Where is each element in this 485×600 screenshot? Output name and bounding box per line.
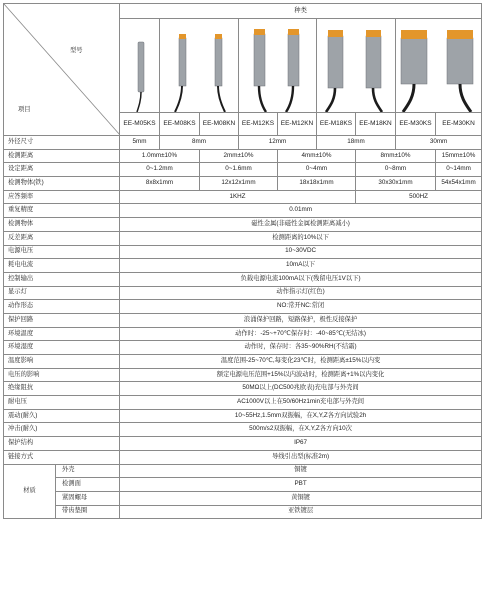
product-image-m05	[120, 19, 160, 113]
row-label: 震动(耐久)	[4, 409, 120, 423]
model-header-label: 型号	[70, 47, 83, 54]
material-sub-label: 外壳	[56, 464, 120, 478]
cell-value: 30x30x1mm	[356, 177, 436, 191]
row-label: 保护回路	[4, 313, 120, 327]
row-label: 外径尺寸	[4, 136, 120, 150]
table-row	[4, 163, 482, 177]
cell-value: 动作指示灯(红色)	[120, 286, 482, 300]
row-label: 重复精度	[4, 204, 120, 218]
model-name: EE-M30KN	[436, 113, 482, 136]
row-label: 设定距离	[4, 163, 120, 177]
cell-value: IP67	[120, 437, 482, 451]
row-label: 检测物体	[4, 218, 120, 232]
cell-value: 8mm	[160, 136, 239, 150]
cell-value: 1.0mm±10%	[120, 149, 200, 163]
row-label: 电压的影响	[4, 368, 120, 382]
product-image-m12	[239, 19, 317, 113]
model-name: EE-M08KS	[160, 113, 200, 136]
cell-value: 500m/s2双振幅，在X,Y,Z各方向10次	[120, 423, 482, 437]
table-row	[4, 478, 482, 492]
cell-value: 12mm	[239, 136, 317, 150]
table-row	[4, 190, 482, 204]
model-name: EE-M12KS	[239, 113, 278, 136]
row-label: 环境湿度	[4, 341, 120, 355]
material-sub-label: 紧固螺母	[56, 491, 120, 505]
item-header-label: 项目	[18, 106, 31, 113]
cell-value: 8x8x1mm	[120, 177, 200, 191]
row-label: 反差距离	[4, 231, 120, 245]
model-name: EE-M08KN	[200, 113, 239, 136]
material-sub-label: 检测面	[56, 478, 120, 492]
row-label: 链接方式	[4, 450, 120, 464]
table-row	[4, 313, 482, 327]
table-row	[4, 355, 482, 369]
table-row	[4, 382, 482, 396]
model-name: EE-M18KS	[317, 113, 356, 136]
cell-value: 15mm±10%	[436, 149, 482, 163]
cell-value: 检测距离的10%以下	[120, 231, 482, 245]
cell-value: 54x54x1mm	[436, 177, 482, 191]
cell-value: PBT	[120, 478, 482, 492]
row-label: 绝缘阻抗	[4, 382, 120, 396]
cell-value: 50MΩ以上(DC500兆欧表)充电部与外壳间	[120, 382, 482, 396]
product-image-m18	[317, 19, 396, 113]
table-row	[4, 396, 482, 410]
category-header: 种类	[120, 4, 482, 19]
table-row	[4, 327, 482, 341]
cell-value: 18mm	[317, 136, 396, 150]
table-row	[4, 286, 482, 300]
cell-value: 0~4mm	[278, 163, 356, 177]
cell-value: 铜镀	[120, 464, 482, 478]
cell-value: 10~30VDC	[120, 245, 482, 259]
cell-value: 负载电源电流100mA以下(残留电压1V以下)	[120, 272, 482, 286]
row-label: 电源电压	[4, 245, 120, 259]
cell-value: 30mm	[396, 136, 482, 150]
product-image-m30	[396, 19, 482, 113]
material-sub-label: 带齿垫圈	[56, 505, 120, 519]
cell-value: 亚铁镀层	[120, 505, 482, 519]
row-label: 应答频率	[4, 190, 120, 204]
table-row	[4, 423, 482, 437]
table-row	[4, 231, 482, 245]
table-row	[4, 259, 482, 273]
cell-value: 额定电源电压范围+15%以内波动时，检测距离+1%以内变化	[120, 368, 482, 382]
row-label: 耐电压	[4, 396, 120, 410]
table-row	[4, 300, 482, 314]
cell-value: 12x12x1mm	[200, 177, 278, 191]
cell-value: 0~1.2mm	[120, 163, 200, 177]
sensor-image-m08	[161, 20, 239, 112]
model-name: EE-M30KS	[396, 113, 436, 136]
table-row	[4, 149, 482, 163]
cell-value: 动作时，保存时：各35~90%RH(不结霜)	[120, 341, 482, 355]
row-label: 检测物体(铁)	[4, 177, 120, 191]
sensor-image-m18	[318, 20, 396, 112]
cell-value: 18x18x1mm	[278, 177, 356, 191]
cell-value: 0.01mm	[120, 204, 482, 218]
row-label: 温度影响	[4, 355, 120, 369]
cell-value: 10~55Hz,1.5mm双振幅，在X,Y,Z各方向试验2h	[120, 409, 482, 423]
header-corner-cell	[4, 4, 120, 136]
cell-value: 0~1.6mm	[200, 163, 278, 177]
table-row	[4, 177, 482, 191]
table-row	[4, 136, 482, 150]
cell-value: 2mm±10%	[200, 149, 278, 163]
cell-value: AC1000V以上在50/60Hz1min充电部与外壳间	[120, 396, 482, 410]
row-label: 耗电电流	[4, 259, 120, 273]
table-row	[4, 245, 482, 259]
model-name: EE-M18KN	[356, 113, 396, 136]
material-label: 材质	[4, 464, 56, 519]
table-row	[4, 272, 482, 286]
table-row	[4, 368, 482, 382]
cell-value: 动作时：-25~+70℃保存时：-40~85℃(无结冰)	[120, 327, 482, 341]
table-row	[4, 409, 482, 423]
row-label: 显示灯	[4, 286, 120, 300]
diagonal-line	[4, 4, 120, 135]
table-row	[4, 204, 482, 218]
row-label: 冲击(耐久)	[4, 423, 120, 437]
row-label: 保护结构	[4, 437, 120, 451]
row-label: 控制输出	[4, 272, 120, 286]
cell-value: NO:常开NC:常闭	[120, 300, 482, 314]
sensor-image-m05	[121, 20, 160, 112]
cell-value: 0~14mm	[436, 163, 482, 177]
cell-value: 1KHZ	[120, 190, 356, 204]
model-name: EE-M12KN	[278, 113, 317, 136]
table-row	[4, 450, 482, 464]
cell-value: 4mm±10%	[278, 149, 356, 163]
model-name: EE-M05KS	[120, 113, 160, 136]
cell-value: 浪涌保护回路，短路保护，极性反接保护	[120, 313, 482, 327]
cell-value: 500HZ	[356, 190, 482, 204]
cell-value: 温度范围-25~70℃,每变化23℃时，检测距离±15%以内变	[120, 355, 482, 369]
table-row	[4, 505, 482, 519]
cell-value: 黄铜镀	[120, 491, 482, 505]
table-row	[4, 437, 482, 451]
cell-value: 磁性金属(非磁性金属检测距离减小)	[120, 218, 482, 232]
table-row	[4, 341, 482, 355]
sensor-image-m30	[397, 20, 482, 112]
cell-value: 10mA以下	[120, 259, 482, 273]
cell-value: 导线引出型(标准2m)	[120, 450, 482, 464]
spec-table	[3, 3, 482, 519]
cell-value: 8mm±10%	[356, 149, 436, 163]
row-label: 动作形态	[4, 300, 120, 314]
table-row	[4, 491, 482, 505]
product-image-m08	[160, 19, 239, 113]
table-row	[4, 218, 482, 232]
row-label: 检测距离	[4, 149, 120, 163]
cell-value: 0~8mm	[356, 163, 436, 177]
table-row	[4, 464, 482, 478]
cell-value: 5mm	[120, 136, 160, 150]
row-label: 环境温度	[4, 327, 120, 341]
sensor-image-m12	[240, 20, 317, 112]
